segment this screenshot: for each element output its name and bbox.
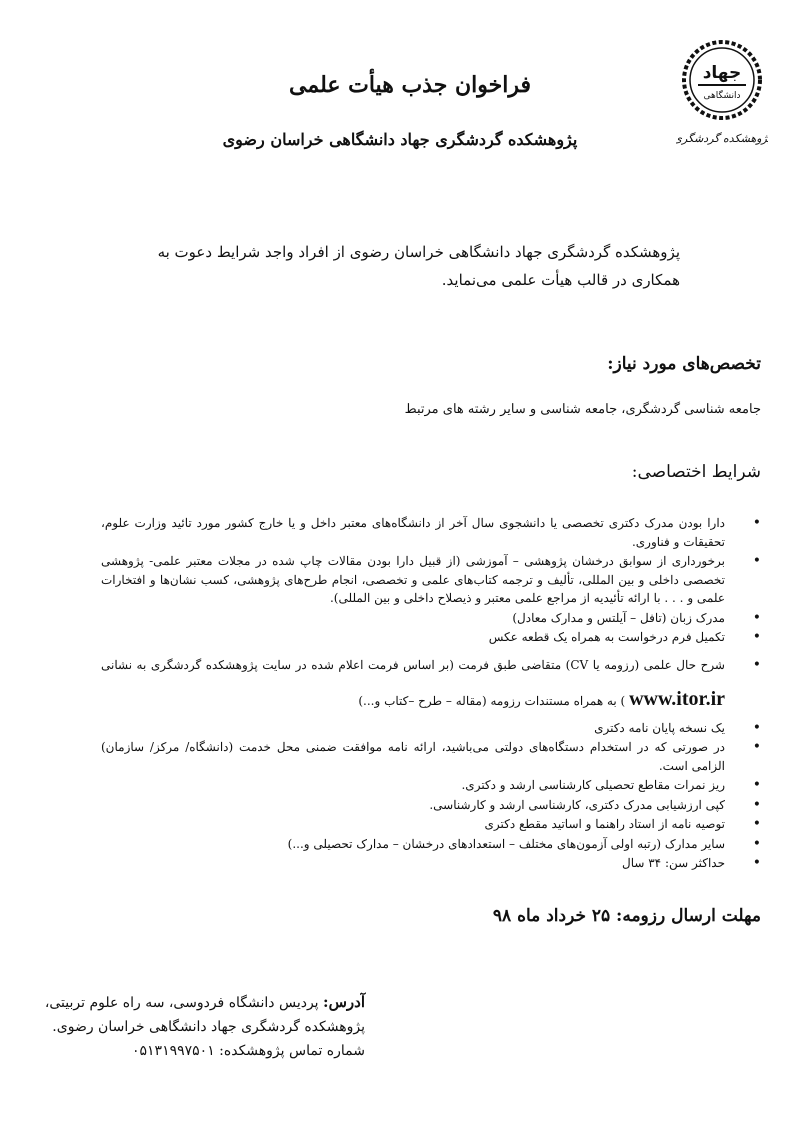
address-line2: پژوهشکده گردشگری جهاد دانشگاهی خراسان رضوی.	[52, 1019, 365, 1035]
cv-item-text: شرح حال علمی (رزومه یا CV) متقاضی طبق فرمت (بر اساس فرمت اعلام شده در سایت پژوهشکده گردشگری به نشانی	[101, 657, 725, 672]
address-label: آدرس:	[323, 993, 365, 1011]
address-block	[40, 990, 365, 1063]
website-link[interactable]: www.itor.ir	[629, 687, 725, 710]
list-item	[101, 648, 761, 718]
logo-top-text: جهاد	[702, 63, 742, 83]
specialties-heading: تخصص‌های مورد نیاز:	[607, 354, 761, 374]
list-item: • تکمیل فرم درخواست به همراه یک قطعه عکس	[101, 628, 761, 647]
phone-number: ۰۵۱۳۱۹۹۷۵۰۱	[132, 1043, 215, 1059]
conditions-heading: شرایط اختصاصی:	[631, 462, 761, 482]
cv-item-suffix: ) به همراه مستندات رزومه (مقاله – طرح –کتاب و...)	[358, 693, 626, 708]
list-item: • یک نسخه پایان نامه دکتری	[101, 719, 761, 738]
list-item: • سایر مدارک (رتبه اولی آزمون‌های مختلف – استعدادهای درخشان – مدارک تحصیلی و...)	[101, 835, 761, 854]
phone-label: شماره تماس پژوهشکده:	[219, 1043, 365, 1059]
logo	[676, 38, 768, 158]
list-item: • در صورتی که در استخدام دستگاه‌های دولتی می‌باشید، ارائه نامه موافقت ضمنی محل خدمت (دانشگاه/ مرکز/ سازمان) الزامی است.	[101, 738, 761, 775]
list-item: • دارا بودن مدرک دکتری تخصصی یا دانشجوی سال آخر از دانشگاه‌های معتبر داخل و یا خارج کشور مورد تائید وزارت علوم، تحقیقات و فناوری.	[101, 514, 761, 551]
jahad-seal-icon	[676, 38, 768, 158]
list-item: • کپی ارزشیابی مدرک دکتری، کارشناسی ارشد و کارشناسی.	[101, 796, 761, 815]
logo-ring-text: دانشگاهی	[703, 91, 741, 101]
page-subtitle: پژوهشکده گردشگری جهاد دانشگاهی خراسان رضوی	[222, 130, 578, 149]
page-title: فراخوان جذب هیأت علمی	[289, 72, 531, 98]
list-item: • حداکثر سن: ۳۴ سال	[101, 854, 761, 873]
list-item: • ریز نمرات مقاطع تحصیلی کارشناسی ارشد و دکتری.	[101, 776, 761, 795]
list-item: • برخورداری از سوابق درخشان پژوهشی – آموزشی (از قبیل دارا بودن مقالات چاپ شده در مجلات معتبر علمی- پژوهشی تخصصی داخلی و بین المللی، تألیف و ترجمه کتاب‌های علمی و تخصصی، انجام طرح‌های پژوهشی، کسب نشان‌ها و افتخارات علمی و . . . با ارائه تأئیدیه از مراجع علمی معتبر و ذیصلاح داخلی و بین المللی).	[101, 552, 761, 608]
address-line1: پردیس دانشگاه فردوسی، سه راه علوم تربیتی،	[44, 995, 319, 1011]
logo-caption: پژوهشکده گردشگری	[676, 132, 768, 145]
list-item: • توصیه نامه از استاد راهنما و اساتید مقطع دکتری	[101, 815, 761, 834]
specialties-text: جامعه شناسی گردشگری، جامعه شناسی و سایر رشته های مرتبط	[404, 402, 761, 417]
intro-paragraph: پژوهشکده گردشگری جهاد دانشگاهی خراسان رضوی از افراد واجد شرایط دعوت به همکاری در قالب هیأت علمی می‌نماید.	[157, 243, 680, 289]
list-item: • مدرک زبان (تافل – آیلتس و مدارک معادل)	[101, 609, 761, 628]
deadline-text: مهلت ارسال رزومه: ۲۵ خرداد ماه ۹۸	[492, 906, 761, 926]
conditions-list	[101, 514, 761, 874]
